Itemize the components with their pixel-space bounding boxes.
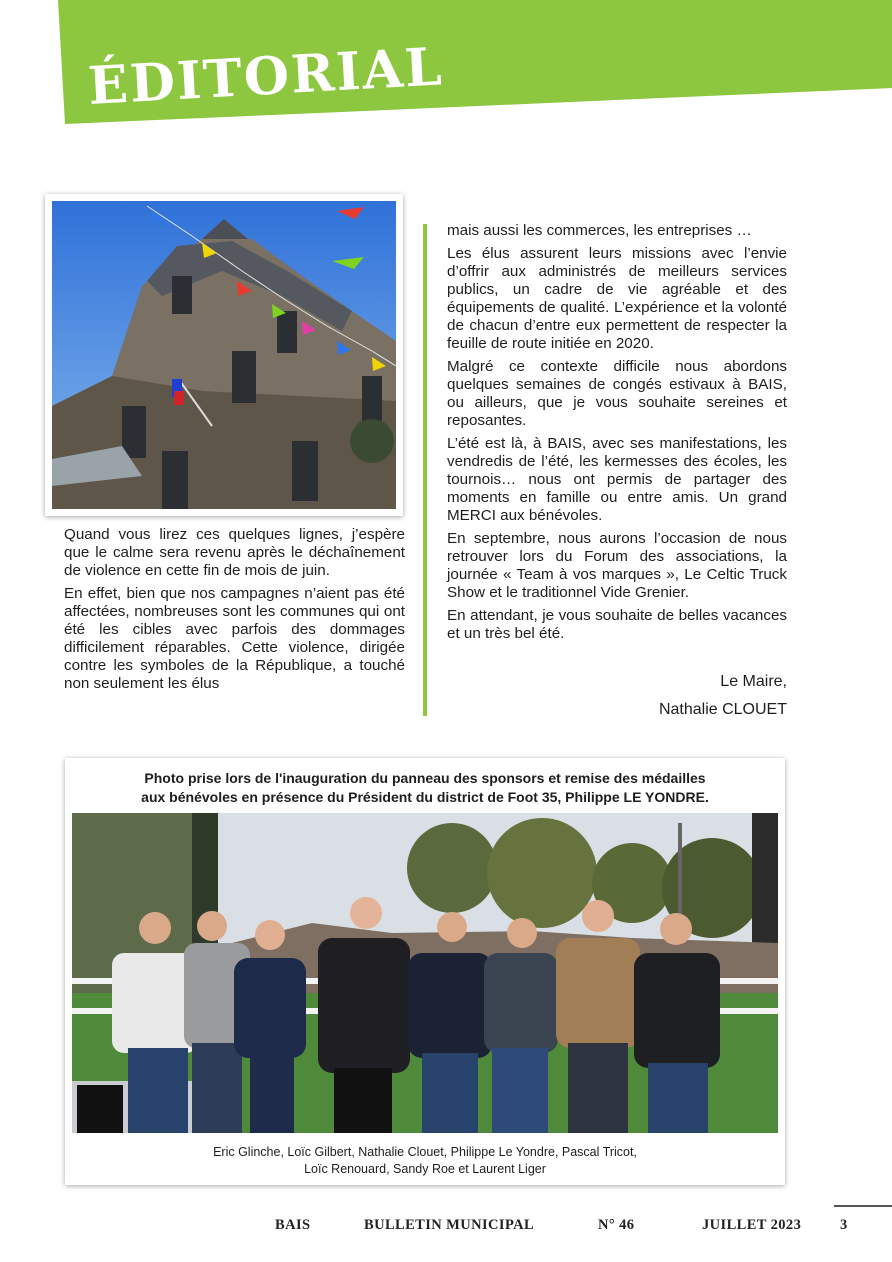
inauguration-photo-box [65, 758, 785, 1185]
photo-caption-line: Eric Glinche, Loïc Gilbert, Nathalie Clouet, Philippe Le Yondre, Pascal Tricot, [213, 1145, 637, 1159]
editorial-right-column [447, 222, 787, 648]
editorial-paragraph: En effet, bien que nos campagnes n’aient pas été affectées, nombreuses sont les communes qui ont été les cibles avec parfois des dommages difficilement réparables. Cette violence, dirigée contre les symboles de la République, a touché non seulement les élus [64, 585, 405, 692]
footer-page-number: 3 [840, 1217, 848, 1233]
town-hall-image [52, 201, 396, 509]
footer-date: JUILLET 2023 [702, 1217, 802, 1233]
photo-title-line: aux bénévoles en présence du Président du district de Foot 35, Philippe LE YONDRE. [141, 789, 709, 805]
group-photo-image [72, 813, 778, 1133]
editorial-paragraph: L’été est là, à BAIS, avec ses manifestations, les vendredis de l’été, les kermesses des écoles, les tournois… nous ont permis de partager des moments en famille ou entre amis. Un grand MERCI aux bénévoles. [447, 435, 787, 524]
signature [659, 668, 787, 724]
footer-rule [834, 1205, 892, 1207]
photo-title [65, 769, 785, 807]
footer-town: BAIS [275, 1217, 311, 1233]
photo-title-line: Photo prise lors de l'inauguration du panneau des sponsors et remise des médailles [144, 770, 706, 786]
editorial-paragraph: Quand vous lirez ces quelques lignes, j’espère que le calme sera revenu après le déchaînement de violence en cette fin de mois de juin. [64, 526, 405, 579]
page-title: ÉDITORIAL [86, 36, 445, 118]
editorial-left-column [64, 526, 405, 698]
editorial-paragraph: En attendant, je vous souhaite de belles vacances et un très bel été. [447, 607, 787, 642]
signature-title: Le Maire, [720, 673, 787, 690]
photo-caption [65, 1144, 785, 1178]
editorial-paragraph: Les élus assurent leurs missions avec l’envie d’offrir aux administrés de meilleurs services publics, un cadre de vie agréable et des équipements de qualité. L’expérience et la volonté de chacun d’entre eux permettent de respecter la feuille de route initiée en 2020. [447, 245, 787, 352]
footer-issue: N° 46 [598, 1217, 635, 1233]
editorial-paragraph: Malgré ce contexte difficile nous abordons quelques semaines de congés estivaux à BAIS, ou ailleurs, que je vous souhaite sereines et reposantes. [447, 358, 787, 429]
photo-caption-line: Loïc Renouard, Sandy Roe et Laurent Liger [304, 1162, 546, 1176]
header-banner [0, 0, 892, 130]
editorial-paragraph: mais aussi les commerces, les entreprises … [447, 222, 752, 239]
editorial-paragraph: En septembre, nous aurons l’occasion de nous retrouver lors du Forum des associations, la journée « Team à vos marques », Le Celtic Truck Show et le traditionnel Vide Grenier. [447, 530, 787, 601]
town-hall-photo [45, 194, 403, 516]
footer-publication: BULLETIN MUNICIPAL [364, 1217, 535, 1233]
signature-name: Nathalie CLOUET [658, 701, 787, 718]
column-divider [423, 224, 427, 716]
